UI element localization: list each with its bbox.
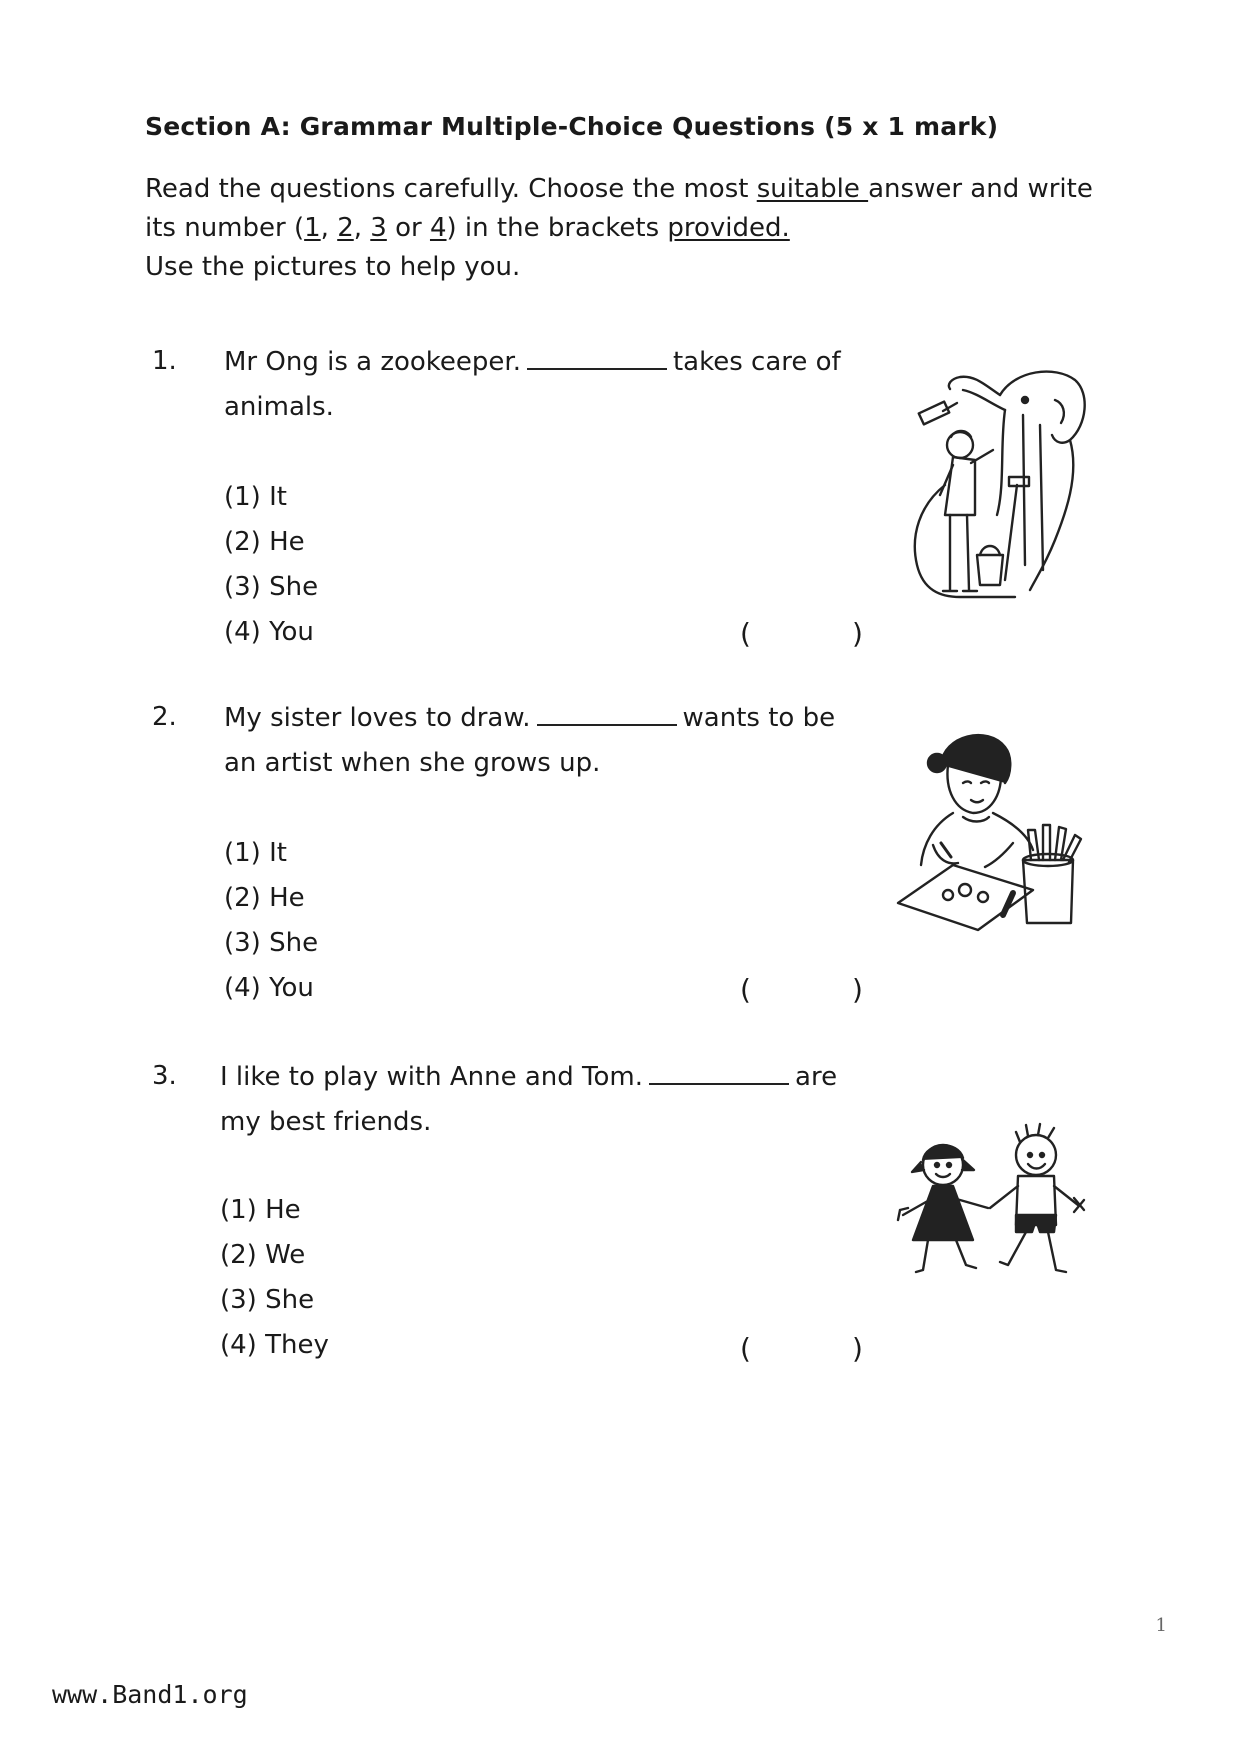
- question-2-answer-field[interactable]: [762, 970, 850, 1012]
- instr-number-1: 1: [304, 213, 321, 243]
- question-1-bracket-close: ): [852, 617, 863, 650]
- option[interactable]: (4) They: [220, 1330, 329, 1360]
- question-1-answer-blank: [527, 346, 667, 370]
- option[interactable]: (1) It: [224, 482, 287, 512]
- instr-underlined-provided: provided.: [667, 213, 790, 243]
- girl-drawing-illustration: [893, 725, 1093, 930]
- question-3-stem-part: are: [795, 1062, 838, 1092]
- question-3-stem-part: my best friends.: [220, 1107, 432, 1137]
- instr-underlined-suitable: suitable: [756, 174, 869, 204]
- zookeeper-elephant-illustration: [905, 365, 1095, 605]
- question-2-number: 2.: [152, 702, 177, 732]
- instr-comma: ,: [353, 213, 371, 243]
- option[interactable]: (2) He: [224, 883, 305, 913]
- option[interactable]: (3) She: [220, 1285, 315, 1315]
- question-2-bracket-close: ): [852, 973, 863, 1006]
- question-3-bracket-close: ): [852, 1332, 863, 1365]
- footer-url[interactable]: www.Band1.org: [52, 1680, 248, 1709]
- question-2-bracket-open: (: [740, 973, 751, 1006]
- question-3-answer-field[interactable]: [762, 1329, 850, 1371]
- question-2-stem: [224, 696, 884, 786]
- option[interactable]: (4) You: [224, 973, 314, 1003]
- question-3-answer-blank: [649, 1061, 789, 1085]
- instr-text: answer and write: [868, 174, 1093, 204]
- question-1-answer-field[interactable]: [762, 614, 850, 656]
- instructions: [145, 170, 1105, 287]
- option[interactable]: (3) She: [224, 572, 319, 602]
- question-1-stem-part: animals.: [224, 392, 334, 422]
- option[interactable]: (4) You: [224, 617, 314, 647]
- instr-comma: ,: [320, 213, 338, 243]
- option[interactable]: (2) He: [224, 527, 305, 557]
- instructions-line-2: [145, 209, 1105, 248]
- question-2-stem-part: an artist when she grows up.: [224, 748, 601, 778]
- question-1-stem: [224, 340, 884, 430]
- instructions-line-3: Use the pictures to help you.: [145, 252, 521, 282]
- question-1-options: [224, 475, 318, 655]
- question-2-stem-part: wants to be: [682, 703, 836, 733]
- section-heading: Section A: Grammar Multiple-Choice Questions (5 x 1 mark): [145, 112, 999, 141]
- two-children-illustration: [888, 1120, 1088, 1290]
- question-1-number: 1.: [152, 346, 177, 376]
- instr-number-4: 4: [429, 213, 447, 243]
- question-3-number: 3.: [152, 1061, 177, 1091]
- instructions-line-1: [145, 170, 1105, 209]
- question-1-stem-part: Mr Ong is a zookeeper.: [224, 347, 521, 377]
- question-2-answer-blank: [537, 702, 677, 726]
- question-1-stem-part: takes care of: [672, 347, 841, 377]
- question-3-bracket-open: (: [740, 1332, 751, 1365]
- instr-text: Read the questions carefully. Choose the most: [145, 174, 757, 204]
- question-3-stem: [220, 1055, 880, 1145]
- question-3-options: [220, 1188, 329, 1368]
- question-1-bracket-open: (: [740, 617, 751, 650]
- option[interactable]: (1) It: [224, 838, 287, 868]
- option[interactable]: (3) She: [224, 928, 319, 958]
- question-2-options: [224, 831, 318, 1011]
- instr-number-2: 2: [337, 213, 354, 243]
- question-3-stem-part: I like to play with Anne and Tom.: [220, 1062, 644, 1092]
- option[interactable]: (2) We: [220, 1240, 306, 1270]
- instr-number-3: 3: [370, 213, 387, 243]
- instr-text: or: [386, 213, 430, 243]
- instr-text: ) in the brackets: [446, 213, 668, 243]
- instr-text: its number (: [145, 213, 305, 243]
- option[interactable]: (1) He: [220, 1195, 301, 1225]
- question-2-stem-part: My sister loves to draw.: [224, 703, 531, 733]
- page-number: 1: [1155, 1615, 1167, 1636]
